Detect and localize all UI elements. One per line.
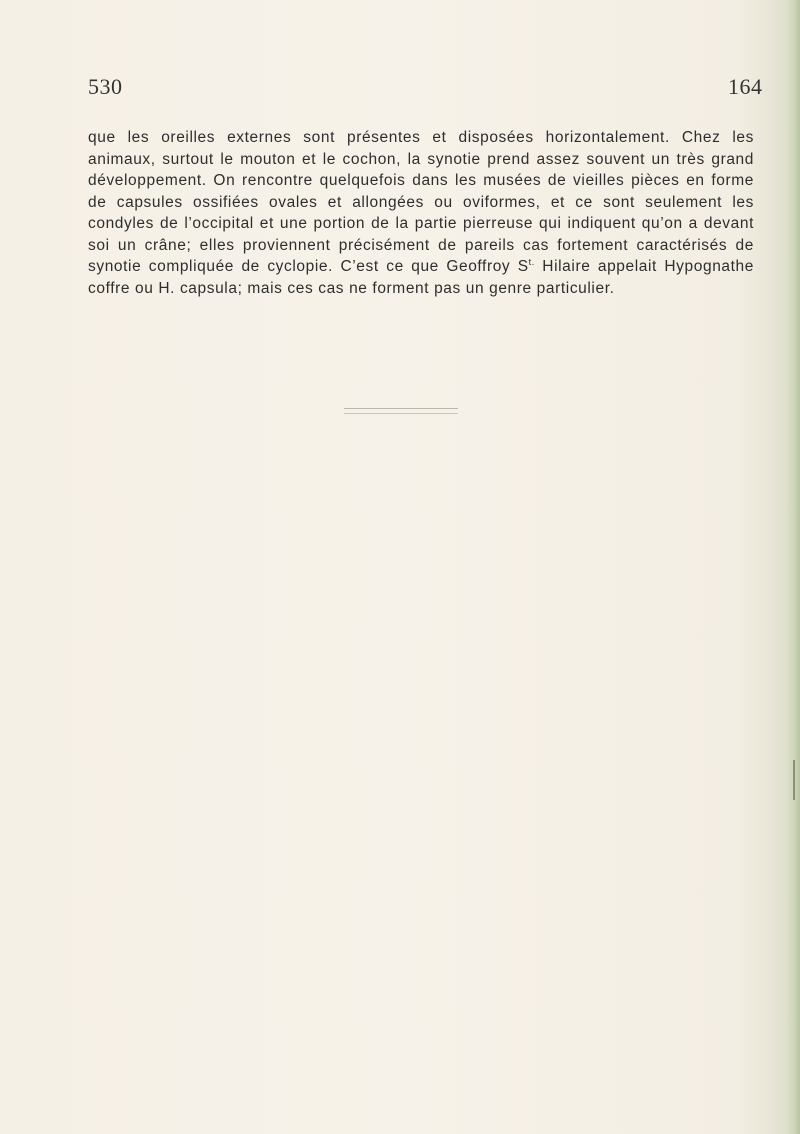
body-paragraph: [88, 127, 754, 299]
page-number-left: 530: [88, 74, 123, 99]
paragraph-text: [88, 127, 754, 299]
paragraph-text-before: que les oreilles externes sont présentes et disposées horizontalement. Chez les animaux, surtout le mouton et le cochon, la synotie prend assez souvent un très grand développement. On rencontre quelquefois dans les musées de vieilles pièces en forme de capsules ossifiées ovales et allongées ou oviformes, et ce sont seulement les condyles de l’occipital et une portion de la partie pierreuse qui indiquent qu’on a devant soi un crâne; elles proviennent précisément de pareils cas fortement caractérisés de synotie compliquée de cyclopie. C’est ce que Geoffroy S: [88, 129, 754, 275]
page-edge-shadow: [786, 0, 800, 1134]
page-edge-mark: [793, 760, 795, 800]
saint-abbreviation-superscript: t.: [528, 256, 535, 267]
paragraph-text-after: Hilaire appelait Hypognathe coffre ou H. capsula; mais ces cas ne forment pas un genre particulier.: [88, 258, 754, 297]
page-number-right: 164: [728, 74, 763, 99]
section-divider: [344, 408, 458, 414]
